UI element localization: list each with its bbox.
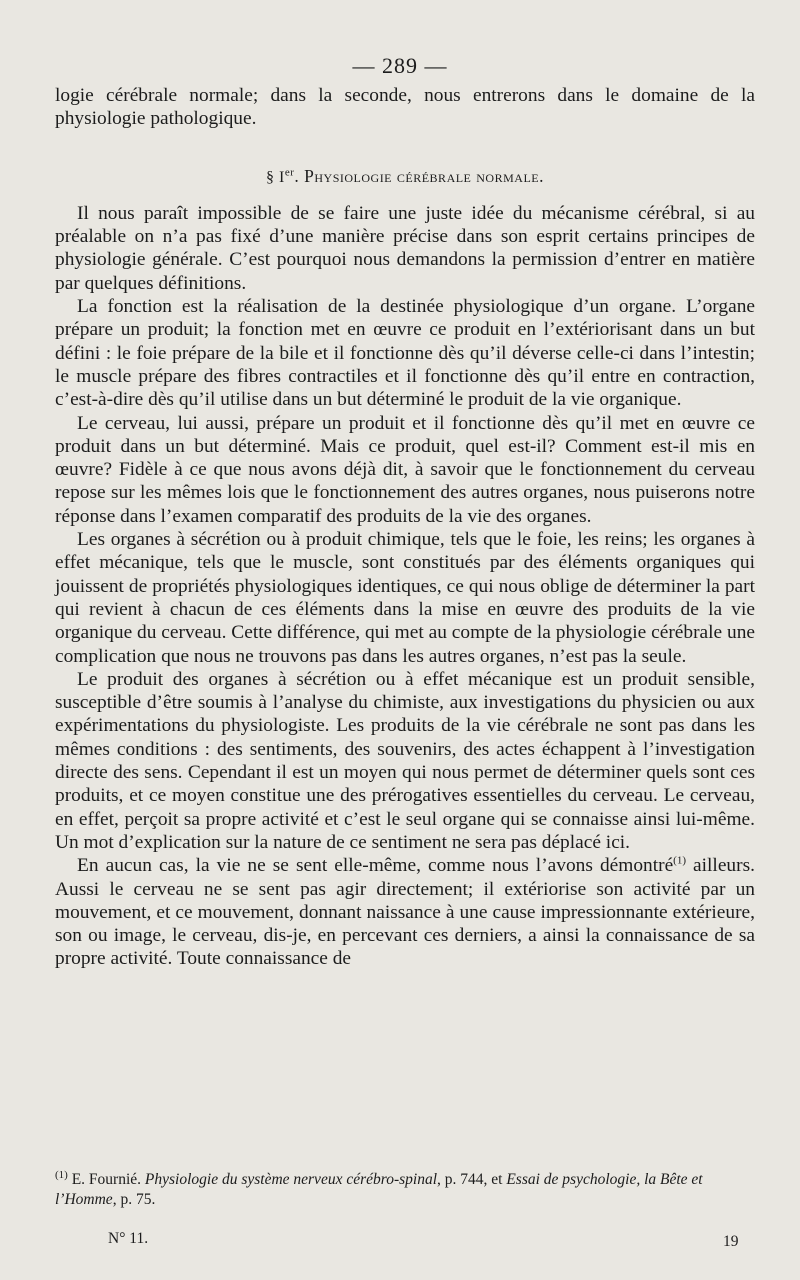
section-heading [55,165,755,189]
footnote [55,1170,755,1210]
paragraph-text: ailleurs. Aussi le cerveau ne se sent pas agir directement; il extériorise son activité par un mouvement, et ce mouvement, donnant naissance à une cause impressionnante extérieure, son ou image, le cerveau, dis-je, en percevant ces derniers, a ainsi la connaissance de sa propre activité. Toute connaissance de [55,855,755,970]
footnote-mark: (1) [55,1168,68,1181]
section-title: . Physiologie cérébrale normale. [294,165,544,186]
folio-number: 19 [723,1233,739,1250]
paragraph: logie cérébrale normale; dans la seconde, nous entrerons dans le domaine de la physiologie pathologique. [55,85,755,130]
page-number: — 289 — [352,53,448,78]
paragraph: Il nous paraît impossible de se faire une juste idée du mécanisme cérébral, si au préalable on n’a pas fixé d’une manière précise dans son esprit certains principes de physiologie générale. C’est pourquoi nous demandons la permission d’entrer en matière par quelques définitions. [55,202,755,294]
paragraph: Les organes à sécrétion ou à produit chimique, tels que le foie, les reins; les organes à effet mécanique, tels que le muscle, sont constitués par des éléments organiques qui jouissent de propriétés physiologiques identiques, ce qui nous oblige de déterminer la part qui revient à chacun de ces éléments dans la mise en œuvre des produits de la vie organique du cerveau. Cette différence, qui met au compte de la physiologie cérébrale une complication que nous ne trouvons pas dans les autres organes, n’est pas la seule. [55,529,755,667]
signature-mark: N° 11. [108,1230,149,1247]
footnote-title: Physiologie du système nerveux cérébro-spinal [144,1171,438,1188]
section-ordinal: er [284,166,295,179]
body-text [55,84,755,971]
footnote-text: , p. 744, et [437,1171,507,1188]
paragraph [55,854,755,970]
footnote-author: E. Fournié. [67,1171,145,1188]
paragraph: Le produit des organes à sécrétion ou à effet mécanique est un produit sensible, susceptible d’être soumis à l’analyse du chimiste, aux investigations du physicien ou aux expérimentations du physiologiste. Les produits de la vie cérébrale ne sont pas dans les mêmes conditions : des sentiments, des souvenirs, des actes échappent à l’investigation directe des sens. Cependant il est un moyen qui nous permet de déterminer quels sont ces produits, et ce moyen constitue une des prérogatives essentielles du cerveau. Le cerveau, en effet, perçoit sa propre activité et c’est le seul organe qui se connaisse ainsi lui-même. Un mot d’explication sur la nature de ce sentiment ne sera pas déplacé ici. [55,668,755,853]
footnote-text: , p. 75. [112,1191,156,1208]
paragraph: La fonction est la réalisation de la destinée physiologique d’un organe. L’organe prépare un produit; la fonction met en œuvre ce produit en l’extériorisant dans un but défini : le foie prépare de la bile et il fonctionne dès qu’il déverse celle-ci dans l’intestin; le muscle prépare des fibres contractiles et il fonctionne dès qu’il entre en contraction, c’est-à-dire dès qu’il utilise dans un but déterminé le produit de la vie organique. [55,296,755,411]
footnote-reference[interactable]: (1) [673,854,686,867]
paragraph-text: En aucun cas, la vie ne se sent elle-même, comme nous l’avons démontré [77,855,674,877]
section-symbol: § I [266,168,285,186]
paragraph: Le cerveau, lui aussi, prépare un produit et il fonctionne dès qu’il met en œuvre ce produit dans un but déterminé. Mais ce produit, quel est-il? Comment est-il mis en œuvre? Fidèle à ce que nous avons déjà dit, à savoir que le fonctionnement du cerveau repose sur les mêmes lois que le fonctionnement des autres organes, nous puiserons notre réponse dans l’examen comparatif des produits de la vie des organes. [55,412,755,527]
footnote-title: Essai de psychologie, la Bête et l’Homme [55,1171,703,1208]
